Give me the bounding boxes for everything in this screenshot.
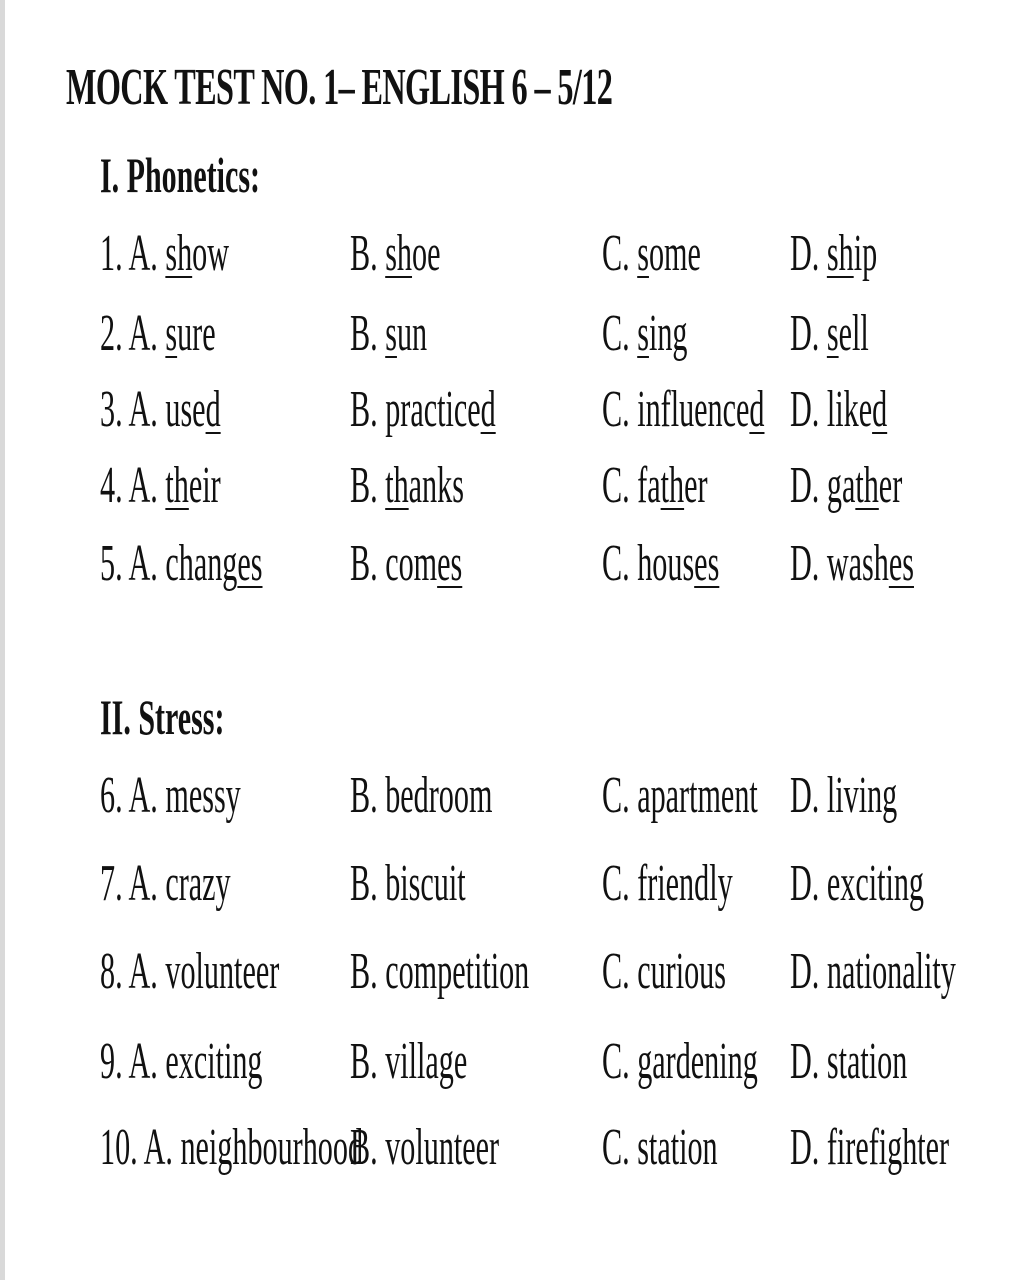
word-part: ga — [826, 457, 856, 514]
option-b — [350, 767, 493, 824]
option-word: volunteer — [165, 943, 280, 1000]
word-part: ell — [838, 305, 869, 362]
underlined-sound: es — [888, 535, 914, 592]
option-c — [602, 1033, 758, 1090]
option-letter: B. — [350, 225, 378, 282]
underlined-sound: sh — [826, 225, 854, 282]
option-word: C. friendly — [602, 855, 733, 912]
option-word: neighbourhood — [180, 1119, 364, 1176]
stress-question-row — [0, 943, 1024, 1006]
option-word: exciting — [165, 1033, 263, 1090]
option-c — [602, 305, 688, 362]
option-word: C. curious — [602, 943, 726, 1000]
underlined-sound: th — [385, 457, 409, 514]
option-a — [100, 381, 221, 438]
question-number: 6. A. — [100, 767, 158, 824]
option-letter: B. — [350, 535, 378, 592]
underlined-sound: sh — [385, 225, 413, 282]
option-letter: B. — [350, 381, 378, 438]
option-c — [602, 767, 758, 824]
word-part: oe — [412, 225, 441, 282]
underlined-sound: th — [660, 457, 685, 514]
option-a — [100, 457, 221, 514]
phonetics-question-row — [0, 535, 1024, 598]
option-word: C. gardening — [602, 1033, 758, 1090]
underlined-sound: th — [855, 457, 879, 514]
option-c — [602, 381, 765, 438]
question-number: 1. A. — [100, 225, 158, 282]
option-d — [790, 943, 956, 1000]
option-b — [350, 855, 466, 912]
underlined-sound: th — [165, 457, 189, 514]
option-b — [350, 943, 530, 1000]
option-d — [790, 767, 898, 824]
option-b — [350, 225, 441, 282]
option-c — [602, 535, 720, 592]
option-b — [350, 1033, 468, 1090]
word-part: ome — [648, 225, 701, 282]
word-part: ow — [192, 225, 230, 282]
option-letter: C. — [602, 381, 630, 438]
underlined-sound: d — [872, 381, 888, 438]
word-part: practice — [385, 381, 481, 438]
option-a — [100, 943, 280, 1000]
option-c — [602, 943, 726, 1000]
word-part: wash — [826, 535, 889, 592]
option-word: D. living — [790, 767, 898, 824]
option-letter: D. — [790, 225, 820, 282]
stress-question-row — [0, 1119, 1024, 1182]
underlined-sound: es — [237, 535, 263, 592]
option-letter: D. — [790, 381, 820, 438]
option-letter: C. — [602, 305, 630, 362]
underlined-sound: s — [637, 305, 649, 362]
option-word: B. volunteer — [350, 1119, 500, 1176]
option-word: D. exciting — [790, 855, 925, 912]
stress-question-row — [0, 855, 1024, 918]
underlined-sound: s — [826, 305, 839, 362]
option-c — [602, 1119, 718, 1176]
underlined-sound: es — [694, 535, 720, 592]
option-word: C. apartment — [602, 767, 758, 824]
option-d — [790, 1033, 908, 1090]
underlined-sound: s — [385, 305, 397, 362]
option-a — [100, 1119, 364, 1176]
word-part: chang — [165, 535, 238, 592]
question-number: 10. A. — [100, 1119, 173, 1176]
underlined-sound: s — [637, 225, 649, 282]
underlined-sound: d — [749, 381, 765, 438]
option-letter: B. — [350, 305, 378, 362]
question-number: 9. A. — [100, 1033, 158, 1090]
option-a — [100, 1033, 263, 1090]
page-title: MOCK TEST NO. 1– ENGLISH 6 – 5/12 — [66, 59, 613, 116]
word-part: com — [385, 535, 438, 592]
word-part: ip — [853, 225, 878, 282]
option-word: D. station — [790, 1033, 908, 1090]
option-word: D. nationality — [790, 943, 956, 1000]
word-part: hous — [637, 535, 695, 592]
option-word: B. village — [350, 1033, 468, 1090]
option-word: crazy — [165, 855, 231, 912]
title-area — [0, 0, 1024, 130]
stress-heading: II. Stress: — [100, 689, 225, 745]
word-part: ure — [177, 305, 216, 362]
option-c — [602, 457, 708, 514]
option-letter: C. — [602, 457, 630, 514]
stress-question-row — [0, 1033, 1024, 1096]
option-d — [790, 305, 869, 362]
option-b — [350, 305, 428, 362]
option-a — [100, 855, 231, 912]
option-b — [350, 457, 464, 514]
option-word: messy — [165, 767, 241, 824]
question-number: 2. A. — [100, 305, 158, 362]
option-letter: C. — [602, 535, 630, 592]
word-part: er — [878, 457, 903, 514]
question-number: 3. A. — [100, 381, 158, 438]
word-part: anks — [408, 457, 464, 514]
option-a — [100, 225, 230, 282]
option-word: C. station — [602, 1119, 718, 1176]
question-number: 5. A. — [100, 535, 158, 592]
word-part: influence — [637, 381, 750, 438]
phonetics-question-row — [0, 381, 1024, 444]
option-b — [350, 381, 496, 438]
option-word: B. competition — [350, 943, 530, 1000]
question-number: 8. A. — [100, 943, 158, 1000]
word-part: er — [684, 457, 708, 514]
phonetics-heading: I. Phonetics: — [100, 147, 260, 203]
underlined-sound: s — [165, 305, 178, 362]
option-letter: C. — [602, 225, 630, 282]
word-part: eir — [188, 457, 221, 514]
option-a — [100, 767, 241, 824]
underlined-sound: sh — [165, 225, 193, 282]
option-letter: D. — [790, 535, 820, 592]
option-b — [350, 1119, 500, 1176]
option-c — [602, 225, 701, 282]
option-word: B. bedroom — [350, 767, 493, 824]
word-part: un — [396, 305, 428, 362]
underlined-sound: d — [205, 381, 221, 438]
phonetics-question-row — [0, 225, 1024, 288]
option-word: D. firefighter — [790, 1119, 950, 1176]
option-b — [350, 535, 463, 592]
option-d — [790, 381, 888, 438]
option-d — [790, 225, 878, 282]
word-part: like — [826, 381, 873, 438]
option-letter: D. — [790, 457, 820, 514]
stress-question-row — [0, 767, 1024, 830]
phonetics-question-row — [0, 457, 1024, 520]
question-number: 4. A. — [100, 457, 158, 514]
option-a — [100, 305, 216, 362]
option-d — [790, 855, 925, 912]
option-d — [790, 457, 903, 514]
option-d — [790, 535, 914, 592]
phonetics-question-row — [0, 305, 1024, 368]
option-word: B. biscuit — [350, 855, 466, 912]
word-part: use — [165, 381, 206, 438]
underlined-sound: d — [480, 381, 496, 438]
option-letter: B. — [350, 457, 378, 514]
option-a — [100, 535, 263, 592]
word-part: ing — [648, 305, 688, 362]
question-number: 7. A. — [100, 855, 158, 912]
option-d — [790, 1119, 950, 1176]
option-c — [602, 855, 733, 912]
option-letter: D. — [790, 305, 820, 362]
underlined-sound: es — [437, 535, 463, 592]
word-part: fa — [637, 457, 661, 514]
